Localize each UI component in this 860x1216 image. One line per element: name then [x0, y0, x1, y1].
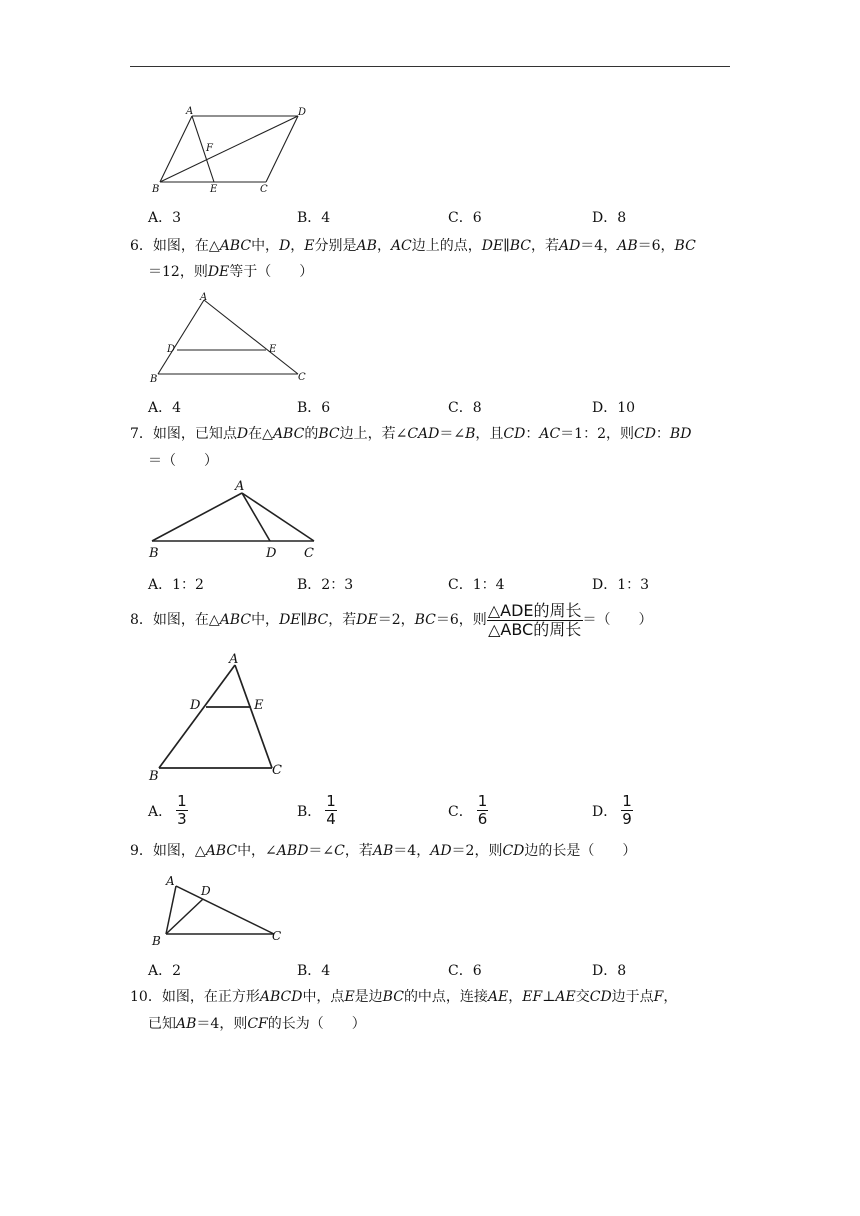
- q7-label-a: A: [235, 479, 245, 494]
- q5-label-f: F: [206, 143, 213, 154]
- q7-option-c: C．1：4: [448, 577, 505, 593]
- q8-stem: 8．如图，在△ ABC 中， DE ∥ BC ，若 DE ＝2， BC ＝6，则 $\frac{\text{△ADE的周长}}{\text{△ABC的周长}}$ ＝（ ）: [130, 600, 653, 639]
- q10-stem-line1: 10．如图，在正方形ABCD中，点E是边BC的中点，连接AE，EF⊥AE交CD边于点F，: [130, 989, 678, 1005]
- q5-label-d: D: [298, 107, 307, 118]
- q9-option-b: B．4: [297, 963, 331, 979]
- q10-stem-line2: 已知AB＝4，则CF的长为（ ）: [148, 1016, 366, 1032]
- q5-option-d: D．8: [592, 210, 627, 226]
- q8-option-a: A． $\frac{1}{3}$: [148, 792, 187, 828]
- q6-option-c: C．8: [448, 400, 482, 416]
- q7-label-d: D: [266, 546, 277, 561]
- q6-stem-line1: 6．如图，在△ABC中，D，E分别是AB，AC边上的点，DE∥BC，若AD＝4，AB＝6，BC: [130, 238, 696, 254]
- q8-option-c: C． $\frac{1}{6}$: [448, 792, 488, 828]
- q5-label-e: E: [210, 184, 218, 195]
- q7-stem-line1: 7．如图，已知点D在△ABC的BC边上，若∠CAD＝∠B，且CD：AC＝1：2，则CD：BD: [130, 426, 692, 442]
- q5-label-b: B: [152, 184, 160, 195]
- q9-label-c: C: [272, 929, 282, 943]
- q6-figure: [146, 292, 316, 386]
- q5-option-b: B．4: [297, 210, 331, 226]
- q7-figure: [146, 478, 326, 564]
- q5-label-a: A: [186, 106, 194, 117]
- q7-label-b: B: [149, 546, 159, 561]
- q6-label-a: A: [200, 292, 208, 303]
- q5-figure: [148, 102, 318, 198]
- q5-option-a: A．3: [148, 210, 182, 226]
- q9-option-a: A．2: [148, 963, 182, 979]
- q7-option-d: D．1：3: [592, 577, 650, 593]
- q6-option-d: D．10: [592, 400, 636, 416]
- q9-option-d: D．8: [592, 963, 627, 979]
- q9-stem: 9．如图，△ABC中，∠ABD＝∠C，若AB＝4，AD＝2，则CD边的长是（ ）: [130, 843, 637, 859]
- q8-label-c: C: [272, 763, 282, 778]
- q5-option-c: C．6: [448, 210, 482, 226]
- q6-label-e: E: [269, 344, 277, 355]
- q7-label-c: C: [304, 546, 314, 561]
- q7-option-a: A．1：2: [148, 577, 204, 593]
- q5-label-c: C: [260, 184, 268, 195]
- q9-label-b: B: [152, 934, 161, 948]
- q6-option-b: B．6: [297, 400, 331, 416]
- q7-stem-line2: ＝（ ）: [148, 453, 218, 469]
- q7-option-b: B．2：3: [297, 577, 354, 593]
- q6-option-a: A．4: [148, 400, 182, 416]
- q8-label-a: A: [229, 652, 239, 667]
- q6-label-c: C: [298, 372, 306, 383]
- header-rule: [130, 66, 730, 67]
- q9-label-d: D: [201, 884, 211, 898]
- q9-option-c: C．6: [448, 963, 482, 979]
- q8-perimeter-fraction: $\frac{\text{△ADE的周长}}{\text{△ABC的周长}}$: [487, 600, 582, 639]
- q8-option-b: B． $\frac{1}{4}$: [297, 792, 336, 828]
- q6-stem-line2: ＝12，则DE等于（ ）: [148, 264, 314, 280]
- q8-figure: [144, 648, 294, 784]
- q6-label-d: D: [167, 344, 176, 355]
- q8-label-e: E: [254, 698, 264, 713]
- q8-label-b: B: [149, 769, 159, 784]
- q8-option-d: D． $\frac{1}{9}$: [592, 792, 632, 828]
- q9-label-a: A: [166, 874, 175, 888]
- q6-label-b: B: [150, 374, 158, 385]
- q8-label-d: D: [190, 698, 201, 713]
- q9-figure: [146, 870, 296, 948]
